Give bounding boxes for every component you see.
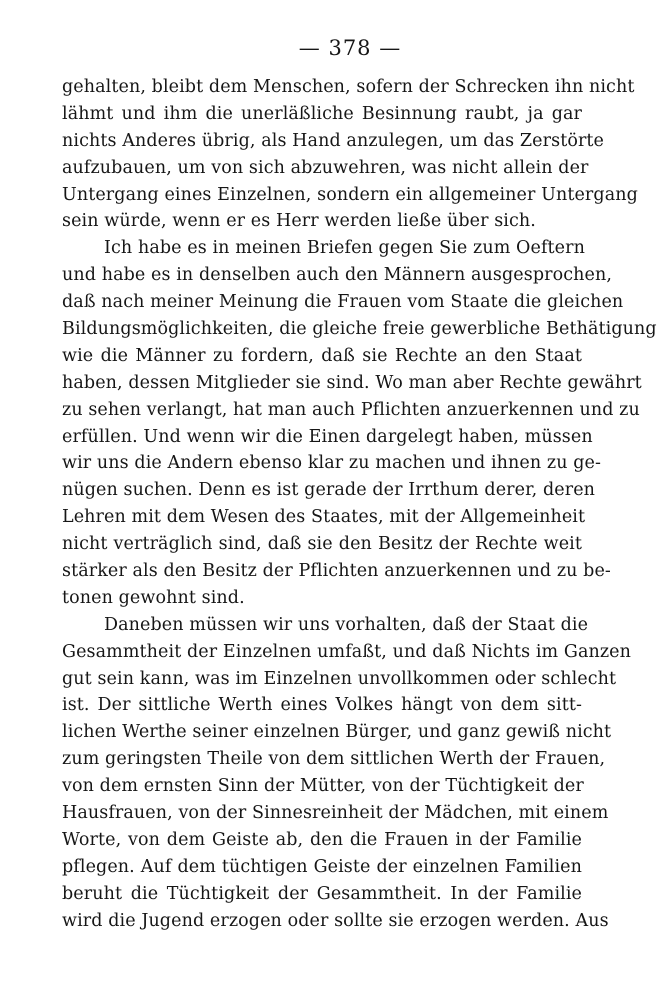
text-line: Lehren mit dem Wesen des Staates, mit der Allgemeinheit: [62, 507, 586, 528]
text-line: wir uns die Andern ebenso klar zu machen und ihnen zu ge-: [62, 453, 602, 474]
body-text: [62, 74, 657, 935]
text-line: gehalten, bleibt dem Menschen, sofern der Schrecken ihn nicht: [62, 77, 635, 97]
text-line: nicht verträglich sind, daß sie den Besitz der Rechte weit: [62, 534, 582, 555]
text-line: zum geringsten Theile von dem sittlichen Werth der Frauen,: [62, 749, 606, 770]
text-line: nügen suchen. Denn es ist gerade der Irrthum derer, deren: [62, 480, 596, 501]
text-line: nichts Anderes übrig, als Hand anzulegen, um das Zerstörte: [62, 130, 605, 151]
text-line: Ich habe es in meinen Briefen gegen Sie zum Oeftern: [104, 238, 585, 259]
text-line: Hausfrauen, von der Sinnesreinheit der Mädchen, mit einem: [62, 803, 609, 824]
text-line: stärker als den Besitz der Pflichten anzuerkennen und zu be-: [62, 561, 611, 582]
text-line: gut sein kann, was im Einzelnen unvollkommen oder schlecht: [62, 668, 617, 689]
page-number: — 378 —: [298, 36, 402, 60]
text-line: und habe es in denselben auch den Männern ausgesprochen,: [62, 265, 612, 286]
text-line: erfüllen. Und wenn wir die Einen dargelegt haben, müssen: [62, 426, 593, 447]
text-line: beruht die Tüchtigkeit der Gesammtheit. In der Familie: [62, 883, 582, 904]
text-line: daß nach meiner Meinung die Frauen vom Staate die gleichen: [62, 292, 624, 313]
text-line: Worte, von dem Geiste ab, den die Frauen in der Familie: [62, 829, 582, 850]
text-line: lähmt und ihm die unerläßliche Besinnung raubt, ja gar: [62, 103, 582, 124]
text-line: ist. Der sittliche Werth eines Volkes hängt von dem sitt-: [62, 695, 582, 716]
text-line: wird die Jugend erzogen oder sollte sie erzogen werden. Aus: [62, 910, 609, 931]
text-line: haben, dessen Mitglieder sie sind. Wo man aber Rechte gewährt: [62, 372, 642, 393]
text-line: wie die Männer zu fordern, daß sie Rechte an den Staat: [62, 345, 582, 366]
text-line: Bildungsmöglichkeiten, die gleiche freie gewerbliche Bethätigung: [62, 319, 657, 340]
text-line: sein würde, wenn er es Herr werden ließe über sich.: [62, 211, 536, 232]
text-line: aufzubauen, um von sich abzuwehren, was nicht allein der: [62, 157, 589, 178]
text-line: tonen gewohnt sind.: [62, 587, 245, 608]
text-line: Daneben müssen wir uns vorhalten, daß der Staat die: [104, 614, 589, 635]
text-line: pflegen. Auf dem tüchtigen Geiste der einzelnen Familien: [62, 856, 582, 877]
text-line: von dem ernsten Sinn der Mütter, von der Tüchtigkeit der: [62, 776, 584, 797]
text-line: zu sehen verlangt, hat man auch Pflichten anzuerkennen und zu: [62, 399, 640, 420]
text-line: lichen Werthe seiner einzelnen Bürger, und ganz gewiß nicht: [62, 722, 612, 743]
text-line: Gesammtheit der Einzelnen umfaßt, und daß Nichts im Ganzen: [62, 641, 632, 662]
text-line: Untergang eines Einzelnen, sondern ein allgemeiner Untergang: [62, 184, 638, 205]
